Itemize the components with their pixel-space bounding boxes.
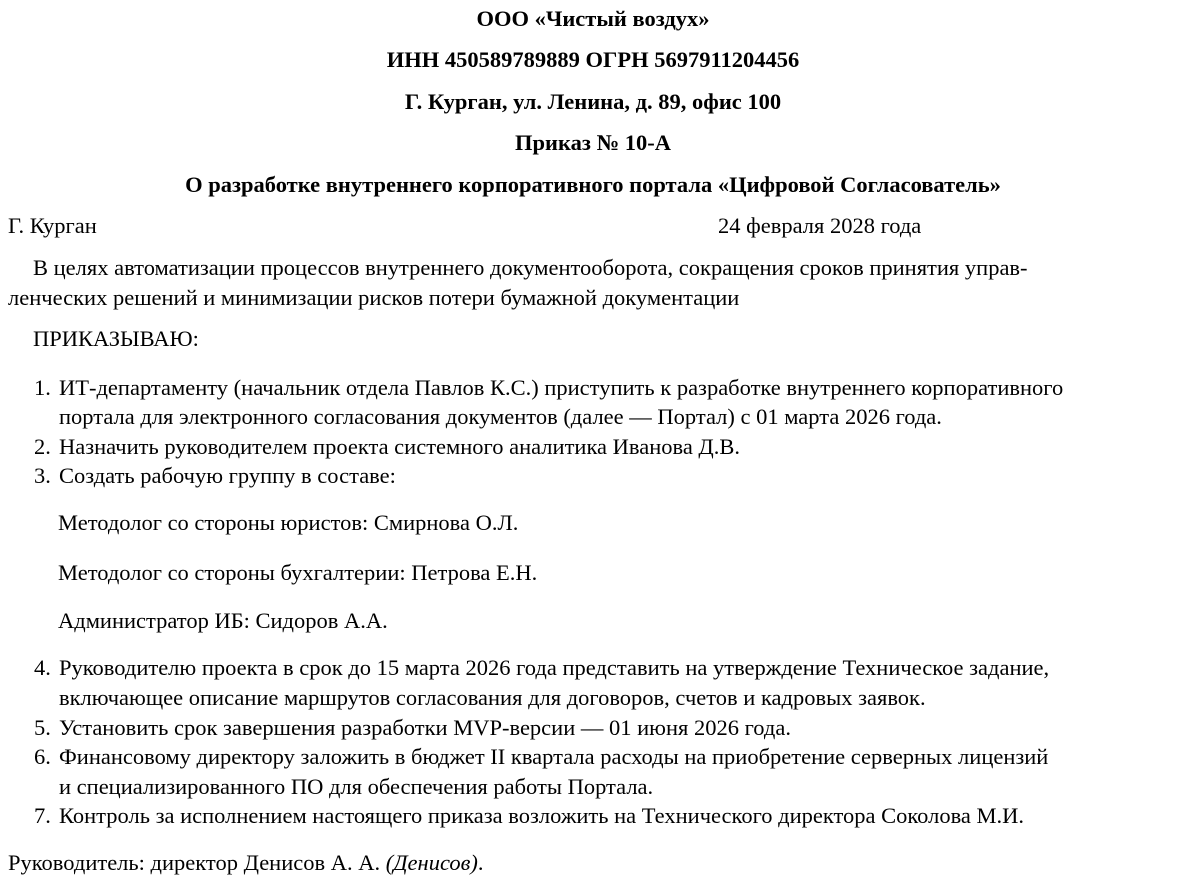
signature-trailing: . [477,850,484,875]
preamble-line-1: В целях автоматизации процессов внутреннего документооборота, сокращения сроков принятия управ- [33,255,1028,280]
handwritten-signature: (Денисов) [385,850,478,875]
item-text-line-1: Контроль за исполнением настоящего приказа возложить на Технического директора Соколова М.И. [59,803,1025,828]
order-word: ПРИКАЗЫВАЮ: [33,326,199,351]
item-number: 4. [34,655,51,680]
item-text-line-2: включающее описание маршрутов согласования для договоров, счетов и кадровых заявок. [59,685,926,710]
item-number: 1. [34,375,51,400]
order-title: Приказ № 10-А [515,130,671,155]
registration-numbers: ИНН 450589789889 ОГРН 5697911204456 [386,47,800,72]
item-text-line-1: Руководителю проекта в срок до 15 марта 2026 года представить на утверждение Техническое задание, [59,655,1050,680]
order-date: 24 февраля 2028 года [718,213,922,238]
item-text-line-2: и специализированного ПО для обеспечения работы Портала. [59,774,654,799]
item-text-line-1: Финансовому директору заложить в бюджет II квартала расходы на приобретение серверных лицензий [59,744,1049,769]
item-text-line-1: Установить срок завершения разработки MVP-версии — 01 июня 2026 года. [59,715,791,740]
working-group-member: Методолог со стороны юристов: Смирнова О.Л. [58,510,519,535]
preamble-line-2: ленческих решений и минимизации рисков потери бумажной документации [8,285,740,310]
company-name: ООО «Чистый воздух» [476,6,710,31]
city: Г. Курган [8,213,97,238]
item-number: 3. [34,463,51,488]
working-group-member: Методолог со стороны бухгалтерии: Петрова Е.Н. [58,560,538,585]
item-text-line-1: ИТ-департаменту (начальник отдела Павлов К.С.) приступить к разработке внутреннего корпоративного [59,375,1064,400]
item-text-line-2: портала для электронного согласования документов (далее — Портал) с 01 марта 2026 года. [59,404,942,429]
company-address: Г. Курган, ул. Ленина, д. 89, офис 100 [404,89,782,114]
item-number: 5. [34,715,51,740]
item-text-line-1: Назначить руководителем проекта системного аналитика Иванова Д.В. [59,434,741,459]
order-subject: О разработке внутреннего корпоративного портала «Цифровой Согласователь» [185,172,1001,197]
signature-line [8,852,484,875]
working-group-member: Администратор ИБ: Сидоров А.А. [58,608,388,633]
item-text-line-1: Создать рабочую группу в составе: [59,463,396,488]
item-number: 7. [34,803,51,828]
item-number: 6. [34,744,51,769]
item-number: 2. [34,434,51,459]
signature-label: Руководитель: директор Денисов А. А. [8,850,381,875]
